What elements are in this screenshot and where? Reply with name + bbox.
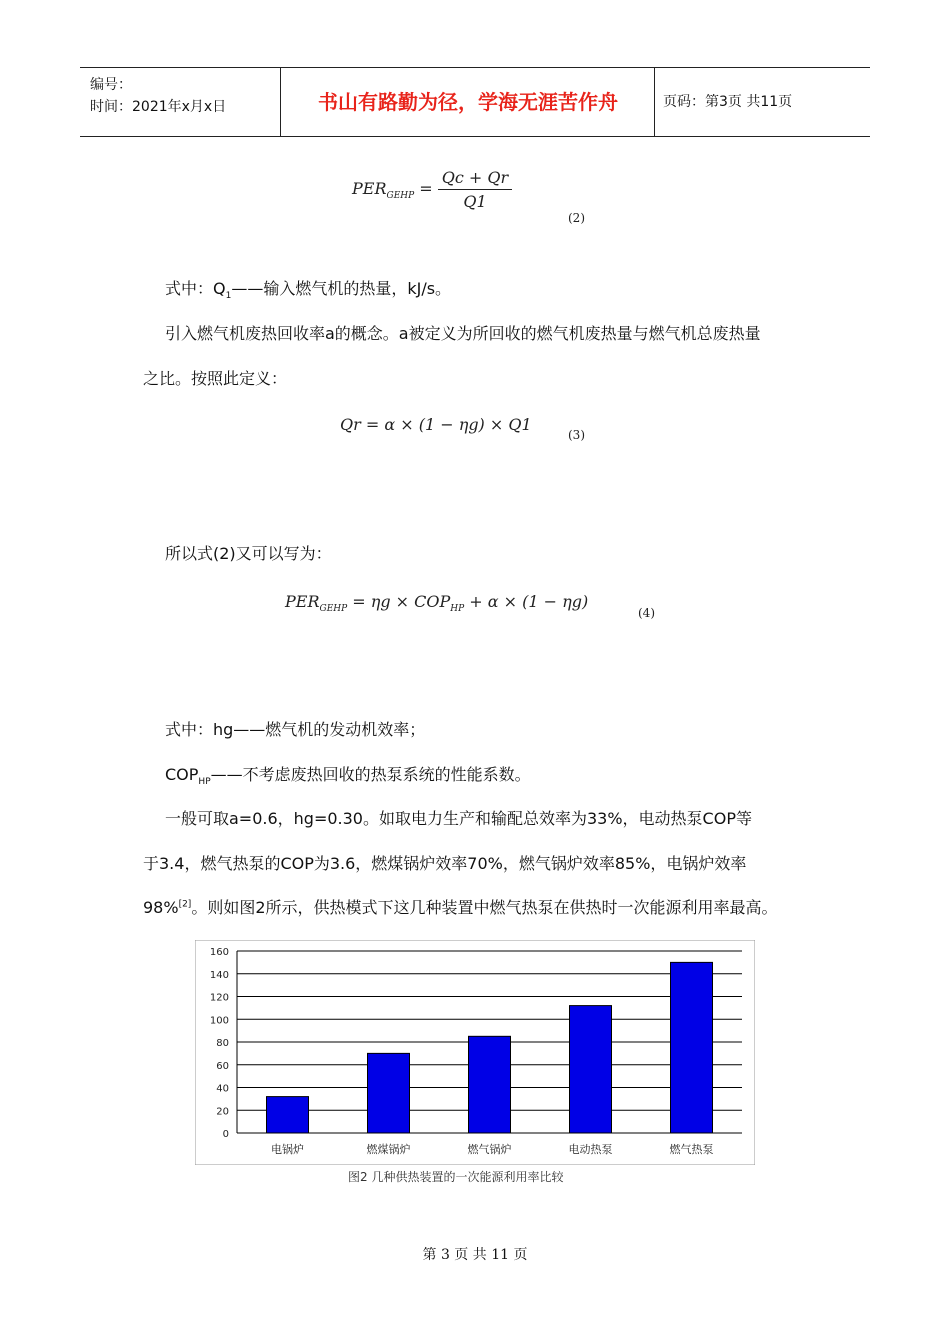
y-tick-label: 80: [216, 1038, 229, 1049]
header-divider: [654, 68, 655, 136]
y-tick-label: 160: [209, 947, 229, 958]
line1-pre: 式中：Q: [165, 279, 226, 298]
bar-chart: [195, 940, 755, 1165]
bar: [368, 1053, 410, 1133]
paragraph-line: 一般可取a=0.6，hg=0.30。如取电力生产和输配总效率为33%，电动热泵COP等: [165, 809, 752, 828]
x-tick-label: 燃气热泵: [669, 1143, 714, 1156]
number-label: 编号：: [90, 77, 132, 93]
x-tick-label: 电动热泵: [568, 1143, 613, 1156]
eq2-lhs-sub: GEHP: [386, 191, 415, 202]
bar: [267, 1097, 309, 1133]
bar: [671, 962, 713, 1133]
y-tick-label: 120: [209, 992, 229, 1004]
x-tick-label: 燃煤锅炉: [366, 1143, 411, 1156]
header-divider: [280, 68, 281, 136]
header-meta: [90, 74, 226, 118]
paragraph-line: [165, 762, 531, 787]
paragraph-line: 式中：hg——燃气机的发动机效率；: [165, 720, 426, 739]
paragraph-line: [165, 276, 451, 301]
equation-3: Qr = α × (1 − ηg) × Q1: [340, 415, 532, 434]
chart-caption: 图2 几种供热装置的一次能源利用率比较: [348, 1170, 564, 1184]
bar: [469, 1036, 511, 1133]
line6-post: ——不考虑废热回收的热泵系统的性能系数。: [210, 765, 531, 784]
time-label: 时间：2021年x月x日: [90, 99, 227, 115]
y-tick-label: 20: [216, 1106, 229, 1118]
line9-pre: 98%: [143, 898, 179, 917]
eq2-fraction: [438, 168, 512, 211]
equation-3-number: (3): [568, 428, 585, 442]
eq4-lhs-sub: GEHP: [319, 604, 348, 615]
eq4-rhs-sub: HP: [450, 604, 465, 615]
equation-4: [285, 592, 588, 614]
eq2-equals-sign: =: [419, 179, 438, 198]
citation-ref: [2]: [178, 899, 192, 910]
equation-2-number: (2): [568, 211, 585, 225]
y-tick-label: 60: [216, 1060, 229, 1072]
line1-sub: 1: [225, 291, 232, 302]
header-motto: 书山有路勤为径，学海无涯苦作舟: [318, 90, 618, 114]
header-page-label: 页码：第3页 共11页: [663, 94, 793, 110]
bar: [570, 1006, 612, 1133]
eq2-numerator: Qc + Qr: [438, 168, 512, 190]
y-tick-label: 100: [209, 1015, 229, 1027]
line1-post: ——输入燃气机的热量，kJ/s。: [231, 279, 452, 298]
paragraph-line: 所以式(2)又可以写为：: [165, 544, 332, 563]
paragraph-line: [143, 895, 778, 918]
equation-4-number: (4): [638, 606, 655, 620]
page-footer: 第 3 页 共 11 页: [422, 1247, 528, 1263]
line9-post: 。则如图2所示，供热模式下这几种装置中燃气热泵在供热时一次能源利用率最高。: [191, 898, 778, 917]
page-header: [80, 67, 870, 137]
x-tick-label: 燃气锅炉: [467, 1143, 512, 1156]
line6-sub: HP: [198, 777, 211, 788]
eq4-rhs: = ηg × COP: [352, 592, 451, 611]
paragraph-line: 之比。按照此定义：: [143, 369, 288, 388]
eq4-lhs: PER: [285, 592, 320, 611]
x-tick-label: 电锅炉: [271, 1143, 304, 1156]
y-tick-label: 140: [209, 969, 229, 981]
eq2-lhs: PER: [352, 179, 387, 198]
equation-2: [352, 168, 512, 211]
paragraph-line: 引入燃气机废热回收率a的概念。a被定义为所回收的燃气机废热量与燃气机总废热量: [165, 324, 761, 343]
y-tick-label: 40: [216, 1083, 229, 1095]
paragraph-line: 于3.4，燃气热泵的COP为3.6，燃煤锅炉效率70%，燃气锅炉效率85%，电锅炉效率: [143, 854, 747, 873]
eq4-tail: + α × (1 − ηg): [464, 592, 589, 611]
y-tick-label: 0: [222, 1129, 229, 1140]
eq2-denominator: Q1: [463, 192, 487, 211]
line6-pre: COP: [165, 765, 199, 784]
